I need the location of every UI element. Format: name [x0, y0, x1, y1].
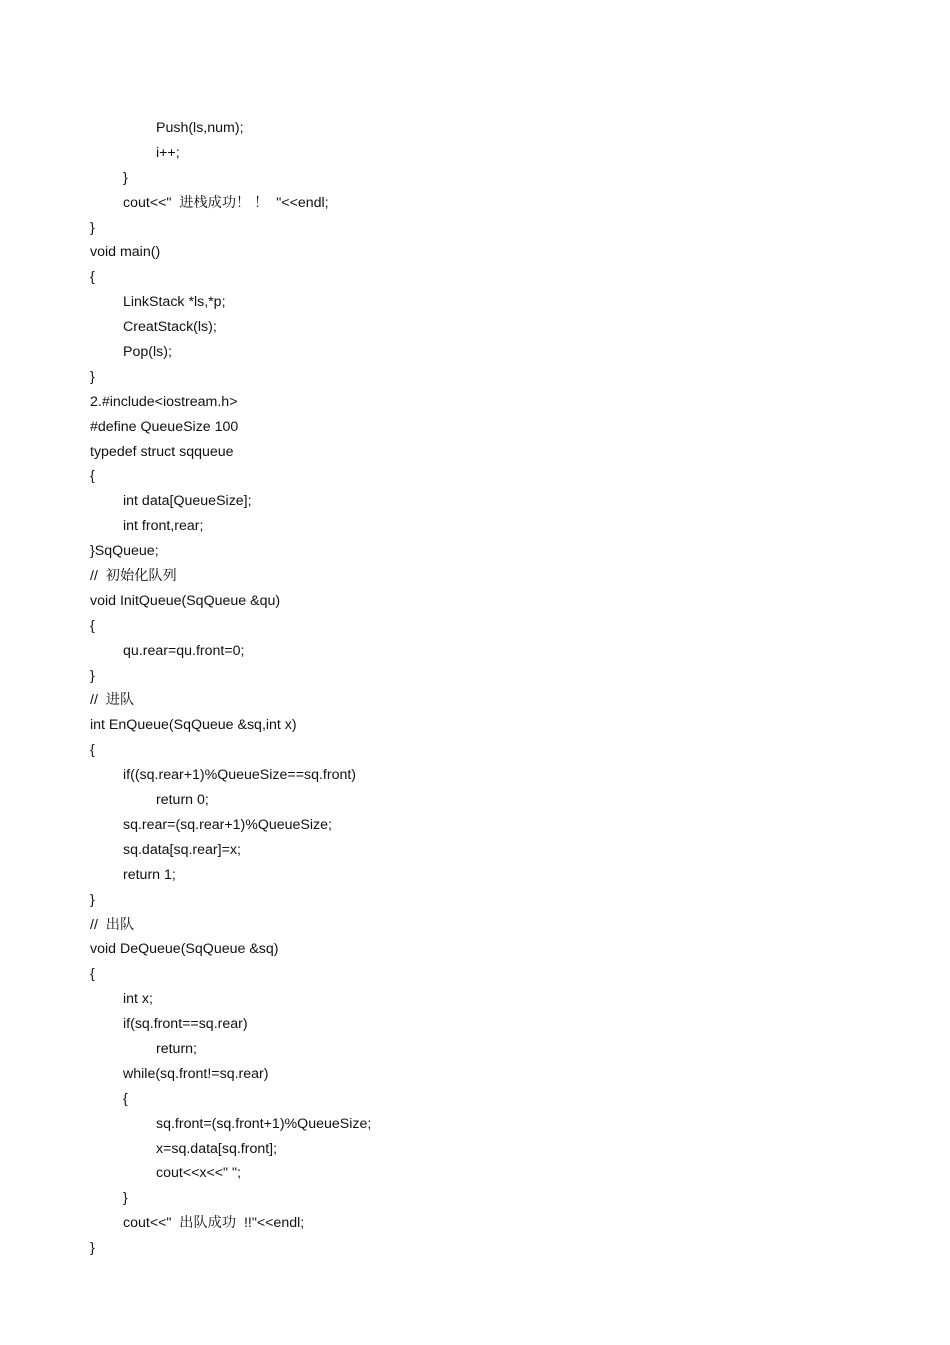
- code-line: void DeQueue(SqQueue &sq): [90, 941, 279, 958]
- code-line: return;: [156, 1040, 198, 1057]
- code-line: {: [123, 1090, 128, 1107]
- code-line: sq.front=(sq.front+1)%QueueSize;: [156, 1115, 372, 1132]
- code-line: Push(ls,num);: [156, 120, 244, 136]
- code-line: // 进队: [90, 692, 135, 709]
- code-line: return 0;: [156, 792, 209, 809]
- code-line: {: [90, 468, 95, 485]
- code-line: }SqQueue;: [90, 543, 159, 560]
- code-line: void InitQueue(SqQueue &qu): [90, 592, 281, 609]
- code-line: {: [90, 269, 95, 286]
- code-line: int EnQueue(SqQueue &sq,int x): [90, 717, 297, 734]
- code-line: int x;: [123, 991, 153, 1008]
- code-line: i++;: [156, 144, 180, 161]
- code-line: }: [90, 1240, 95, 1257]
- code-line: cout<<" 进栈成功！ ！ "<<endl;: [123, 194, 329, 211]
- code-line: if((sq.rear+1)%QueueSize==sq.front): [123, 767, 357, 784]
- code-line: // 出队: [90, 916, 135, 933]
- code-line: }: [90, 219, 95, 236]
- code-line: if(sq.front==sq.rear): [123, 1016, 248, 1033]
- code-line: sq.rear=(sq.rear+1)%QueueSize;: [123, 816, 332, 833]
- code-line: LinkStack *ls,*p;: [123, 294, 226, 311]
- code-line: int front,rear;: [123, 518, 204, 535]
- code-line: sq.data[sq.rear]=x;: [123, 841, 241, 858]
- code-line: }: [90, 891, 95, 908]
- code-line: }: [90, 667, 95, 684]
- code-line: 2.#include<iostream.h>: [90, 393, 238, 410]
- code-line: {: [90, 617, 95, 634]
- code-line: x=sq.data[sq.front];: [156, 1140, 278, 1157]
- code-line: }: [123, 1190, 128, 1207]
- code-line: return 1;: [123, 866, 176, 883]
- code-line: qu.rear=qu.front=0;: [123, 642, 245, 659]
- code-line: cout<<" 出队成功 !!"<<endl;: [123, 1215, 305, 1232]
- code-line: {: [90, 966, 95, 983]
- code-line: }: [123, 169, 128, 186]
- code-listing: [90, 116, 890, 1261]
- code-line: void main(): [90, 244, 161, 261]
- code-line: while(sq.front!=sq.rear): [123, 1065, 269, 1082]
- code-line: int data[QueueSize];: [123, 493, 252, 510]
- code-line: CreatStack(ls);: [123, 319, 217, 336]
- code-line: typedef struct sqqueue: [90, 443, 234, 460]
- code-line: // 初始化队列: [90, 568, 177, 585]
- code-line: }: [90, 368, 95, 385]
- code-line: Pop(ls);: [123, 344, 172, 361]
- code-line: cout<<x<<" ";: [156, 1165, 242, 1182]
- code-line: {: [90, 742, 95, 759]
- code-line: #define QueueSize 100: [90, 418, 239, 435]
